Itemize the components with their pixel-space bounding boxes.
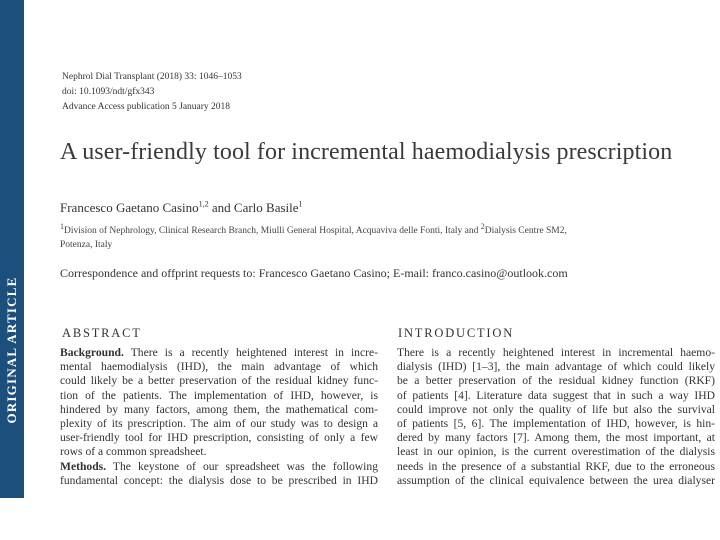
affiliation-marker: 1,2 <box>198 199 209 209</box>
introduction-line: dered by many factors [7]. Among them, the most important, at <box>397 431 715 445</box>
author-list <box>60 200 303 216</box>
affiliation-marker: 1 <box>60 221 64 231</box>
introduction-line: needs in the presence of a substantial RKF, due to the erroneous <box>397 459 715 473</box>
introduction-line: There is a recently heightened interest in incremental haemo- <box>397 346 715 359</box>
paper-page <box>24 0 720 498</box>
abstract-line: mental haemodialysis (IHD), the main advantage of which <box>60 360 378 374</box>
correspondence-line: Correspondence and offprint requests to: Francesco Gaetano Casino; E-mail: franco.casino@outlook.com <box>60 266 568 280</box>
article-title: A user-friendly tool for incremental haemodialysis prescription <box>60 139 673 165</box>
author-name[interactable]: Francesco Gaetano Casino <box>60 200 199 215</box>
journal-citation: Nephrol Dial Transplant (2018) 33: 1046–1053 <box>62 72 242 82</box>
author-name[interactable]: Carlo Basile <box>233 200 299 215</box>
background-label: Background. <box>60 346 124 359</box>
advance-access-line: Advance Access publication 5 January 2018 <box>62 102 231 112</box>
doi-line[interactable]: doi: 10.1093/ndt/gfx343 <box>62 87 155 97</box>
introduction-line: of patients [4]. Literature data suggest that in such a way IHD <box>397 388 715 402</box>
abstract-line: rows of a common spreadsheet. <box>60 445 207 459</box>
introduction-line: could improve not only the quality of life but also the survival <box>397 402 715 416</box>
abstract-line: could likely be a better preservation of the residual kidney func- <box>60 374 378 388</box>
abstract-line <box>60 460 378 474</box>
introduction-line: assumption of the clinical equivalence between the urea dialyser <box>397 473 715 487</box>
introduction-line: dialysis (IHD) [1–3], the main advantage of which could likely <box>397 360 715 374</box>
introduction-body <box>397 346 715 488</box>
abstract-line: tion of the patients. The implementation of IHD, however, is <box>60 388 378 402</box>
article-type-label: ORIGINAL ARTICLE <box>4 276 19 424</box>
affiliation-line <box>60 221 567 236</box>
abstract-heading: ABSTRACT <box>62 326 142 340</box>
abstract-line: fundamental concept: the dialysis dose to be prescribed in IHD <box>60 473 378 487</box>
author-conjunction: and <box>208 200 234 215</box>
methods-label: Methods. <box>60 459 107 473</box>
introduction-line: least in our opinion, is the current overestimation of the dialysis <box>397 445 715 459</box>
abstract-line <box>60 346 378 360</box>
abstract-text: The keystone of our spreadsheet was the following <box>106 459 378 473</box>
abstract-text: There is a recently heightened interest in incre- <box>123 346 378 359</box>
article-type-band <box>0 0 24 498</box>
abstract-body <box>60 346 378 488</box>
introduction-line: be a better preservation of the residual kidney function (RKF) <box>397 374 715 388</box>
abstract-line: hindered by many factors, among them, the mathematical com- <box>60 402 378 416</box>
introduction-line: of patients [5, 6]. The implementation of IHD, however, is hin- <box>397 417 715 431</box>
abstract-line: plexity of its prescription. The aim of our study was to design a <box>60 417 378 431</box>
affiliation-line: Potenza, Italy <box>60 240 113 250</box>
abstract-line: user-friendly tool for IHD prescription, consisting of only a few <box>60 431 378 445</box>
affiliation-marker: 1 <box>298 199 303 209</box>
affiliation-marker: 2 <box>480 221 485 231</box>
affiliation-text: Division of Nephrology, Clinical Research Branch, Miulli General Hospital, Acquaviva delle Fonti, Italy and <box>64 226 481 236</box>
introduction-heading: INTRODUCTION <box>398 326 515 340</box>
affiliation-text: Dialysis Centre SM2, <box>484 226 567 236</box>
